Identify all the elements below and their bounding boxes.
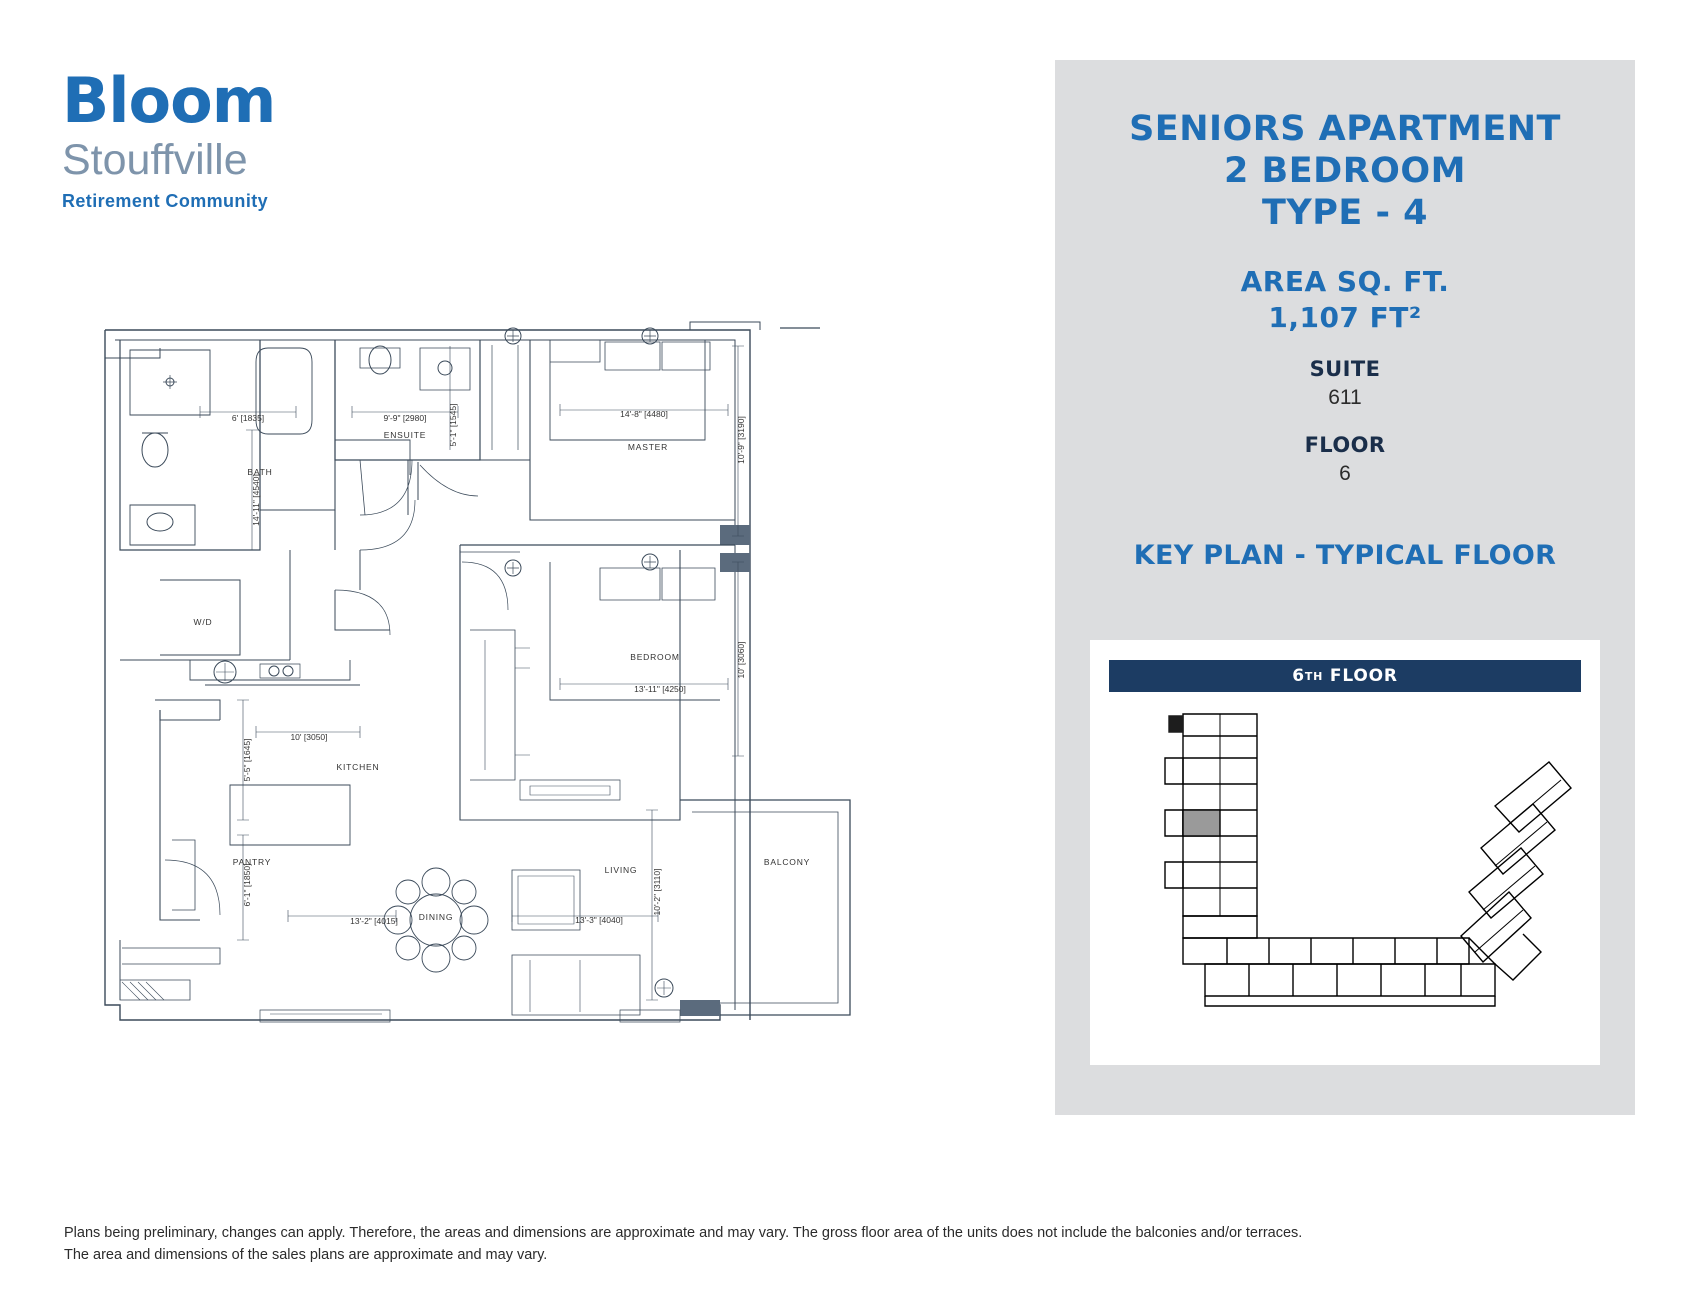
disclaimer xyxy=(64,1222,1464,1266)
unit-title-line1: SENIORS APARTMENT xyxy=(1129,109,1561,149)
logo-place-name: Stouffville xyxy=(62,136,248,184)
logo-tagline: Retirement Community xyxy=(62,191,269,211)
unit-title-line2: 2 BEDROOM xyxy=(1224,151,1466,191)
floorplan-drawing xyxy=(60,300,960,1065)
dimension-label: 10' [3050] xyxy=(290,732,328,742)
room-label: ENSUITE xyxy=(383,430,427,440)
dimension-label: 5'-1" [1545] xyxy=(448,403,458,447)
dimension-label: 6' [1835] xyxy=(231,413,265,423)
room-label: BATH xyxy=(247,467,273,477)
keyplan-floor-number: 6 xyxy=(1292,666,1305,686)
dimension-label: 5'-5" [1645] xyxy=(242,738,252,782)
area-value: 1,107 FT² xyxy=(1268,301,1422,334)
dimension-label: 10'-2" [3110] xyxy=(652,868,662,916)
dimension-label: 14'-11" [4540] xyxy=(251,474,261,526)
disclaimer-line2: The area and dimensions of the sales plans are approximate and may vary. xyxy=(64,1247,548,1263)
room-label: KITCHEN xyxy=(336,762,380,772)
keyplan-floor-banner xyxy=(1109,660,1581,692)
area-block xyxy=(1055,264,1635,336)
keyplan-title: KEY PLAN - TYPICAL FLOOR xyxy=(1133,540,1557,571)
floor-value: 6 xyxy=(1339,462,1351,485)
room-label: BEDROOM xyxy=(630,652,680,662)
keyplan-box xyxy=(1090,640,1600,1065)
room-label: W/D xyxy=(193,617,213,627)
dimension-label: 6'-1" [1850] xyxy=(242,863,252,907)
logo-brand-name: Bloom xyxy=(62,64,276,137)
dimension-label: 13'-2" [4015] xyxy=(350,916,398,926)
dimension-label: 10' [3060] xyxy=(736,641,746,679)
suite-value: 611 xyxy=(1328,386,1362,409)
suite-label: SUITE xyxy=(1309,357,1381,381)
room-label: BALCONY xyxy=(763,857,811,867)
room-label: PANTRY xyxy=(232,857,272,867)
room-label: DINING xyxy=(418,912,454,922)
dimension-label: 9'-9" [2980] xyxy=(383,413,427,423)
dimension-label: 13'-11" [4250] xyxy=(634,684,686,694)
keyplan-diagram xyxy=(1109,706,1581,1036)
dimension-label: 13'-3" [4040] xyxy=(575,915,623,925)
disclaimer-line1: Plans being preliminary, changes can apply. Therefore, the areas and dimensions are approximate and may vary. The gross floor area of the units does not include the balconies and/or terraces. xyxy=(64,1225,1303,1241)
dimension-label: 10'-9" [3190] xyxy=(736,416,746,464)
dimension-label: 14'-8" [4480] xyxy=(620,409,668,419)
info-panel xyxy=(1055,60,1635,1115)
room-label: MASTER xyxy=(627,442,669,452)
keyplan-floor-ordinal: TH xyxy=(1304,669,1324,683)
brand-logo xyxy=(62,64,482,212)
unit-title-line3: TYPE - 4 xyxy=(1261,193,1429,233)
room-label: LIVING xyxy=(604,865,638,875)
area-label: AREA SQ. FT. xyxy=(1240,265,1450,298)
unit-title xyxy=(1055,108,1635,234)
floor-label: FLOOR xyxy=(1304,433,1386,457)
keyplan-floor-word: FLOOR xyxy=(1329,666,1398,686)
